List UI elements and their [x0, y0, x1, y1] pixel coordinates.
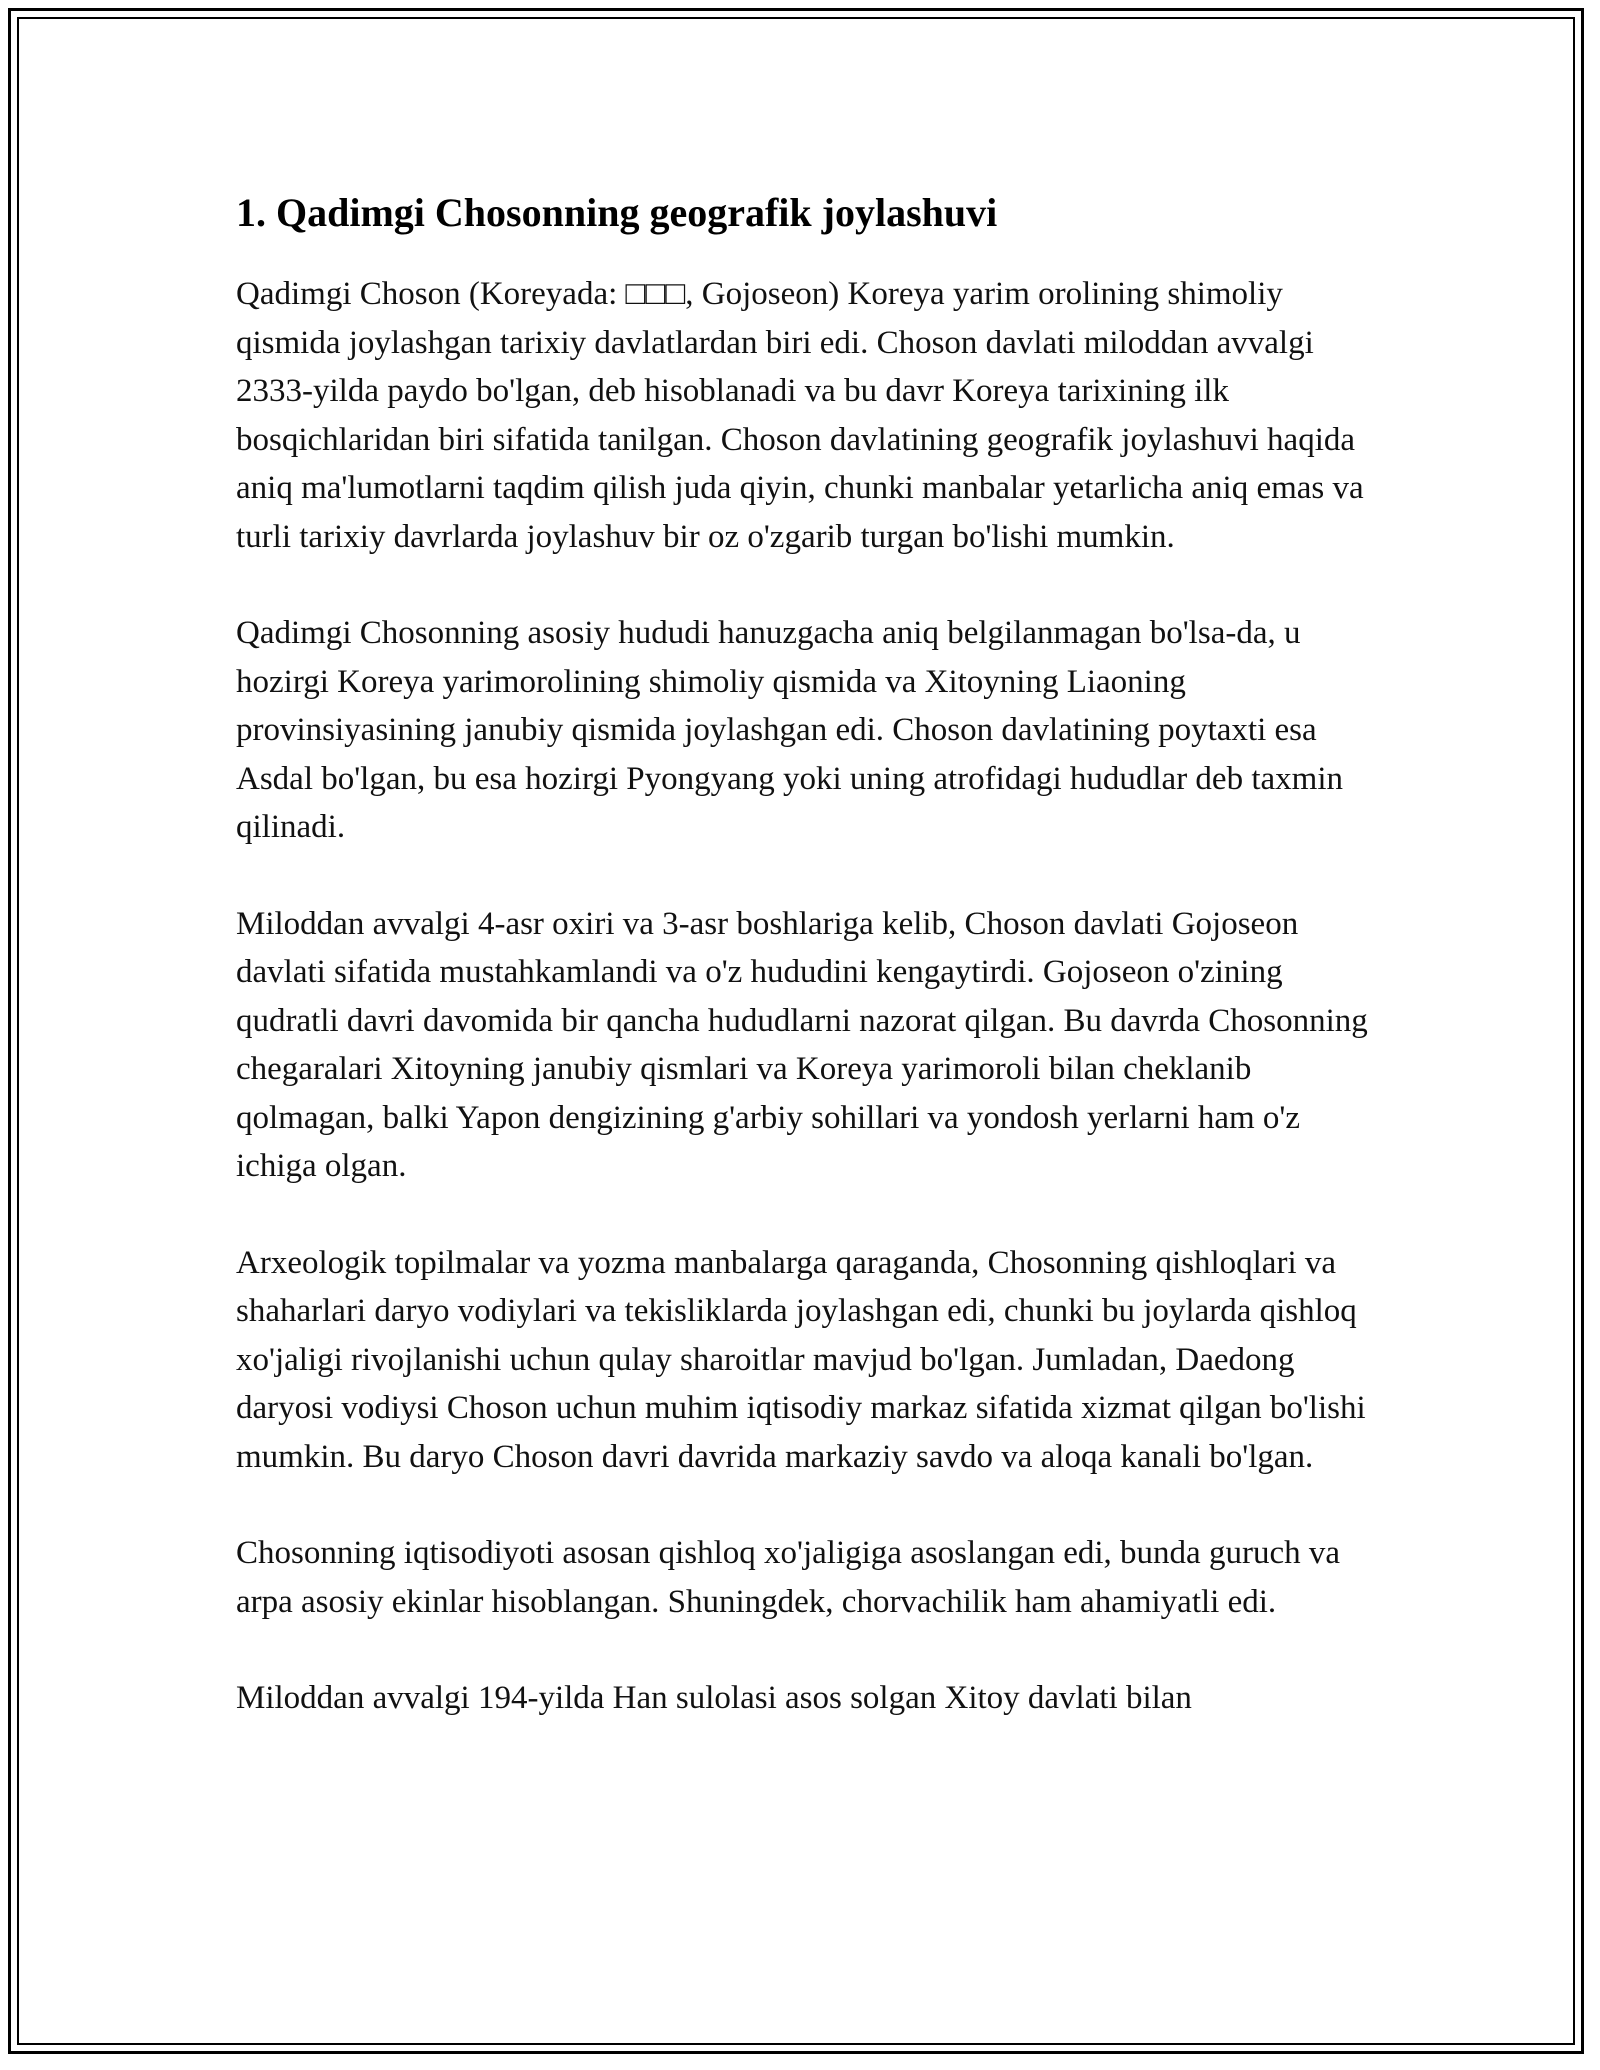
document-body [236, 186, 1376, 1771]
section-heading: 1. Qadimgi Chosonning geografik joylashuvi [236, 190, 998, 235]
paragraph: Chosonning iqtisodiyoti asosan qishloq xo'jaligiga asoslangan edi, bunda guruch va arpa asosiy ekinlar hisoblangan. Shuningdek, chorvachilik ham ahamiyatli edi. [236, 1535, 1340, 1620]
paragraph: Miloddan avvalgi 194-yilda Han sulolasi asos solgan Xitoy davlati bilan [236, 1680, 1192, 1716]
paragraph: Arxeologik topilmalar va yozma manbalarga qaraganda, Chosonning qishloqlari va shaharlari daryo vodiylari va tekisliklarda joylashgan edi, chunki bu joylarda qishloq xo'jaligi rivojlanishi uchun qulay sharoitlar mavjud bo'lgan. Jumladan, Daedong daryosi vodiysi Choson uchun muhim iqtisodiy markaz sifatida xizmat qilgan bo'lishi mumkin. Bu daryo Choson davri davrida markaziy savdo va aloqa kanali bo'lgan. [236, 1244, 1366, 1475]
paragraph: Miloddan avvalgi 4-asr oxiri va 3-asr boshlariga kelib, Choson davlati Gojoseon davlati sifatida mustahkamlandi va o'z hududini kengaytirdi. Gojoseon o'zining qudratli davri davomida bir qancha hududlarni nazorat qilgan. Bu davrda Chosonning chegaralari Xitoyning janubiy qismlari va Koreya yarimoroli bilan cheklanib qolmagan, balki Yapon dengizining g'arbiy sohillari va yondosh yerlarni ham o'z ichiga olgan. [236, 905, 1368, 1184]
paragraph: Qadimgi Chosonning asosiy hududi hanuzgacha aniq belgilanmagan bo'lsa-da, u hozirgi Koreya yarimorolining shimoliy qismida va Xitoyning Liaoning provinsiyasining janubiy qismida joylashgan edi. Choson davlatining poytaxti esa Asdal bo'lgan, bu esa hozirgi Pyongyang yoki uning atrofidagi hududlar deb taxmin qilinadi. [236, 615, 1343, 845]
paragraph: Qadimgi Choson (Koreyada: □□□, Gojoseon) Koreya yarim orolining shimoliy qismida joylashgan tarixiy davlatlardan biri edi. Choson davlati miloddan avvalgi 2333-yilda paydo bo'lgan, deb hisoblanadi va bu davr Koreya tarixining ilk bosqichlaridan biri sifatida tanilgan. Choson davlatining geografik joylashuvi haqida aniq ma'lumotlarni taqdim qilish juda qiyin, chunki manbalar yetarlicha aniq emas va turli tarixiy davrlarda joylashuv bir oz o'zgarib turgan bo'lishi mumkin. [236, 276, 1364, 555]
